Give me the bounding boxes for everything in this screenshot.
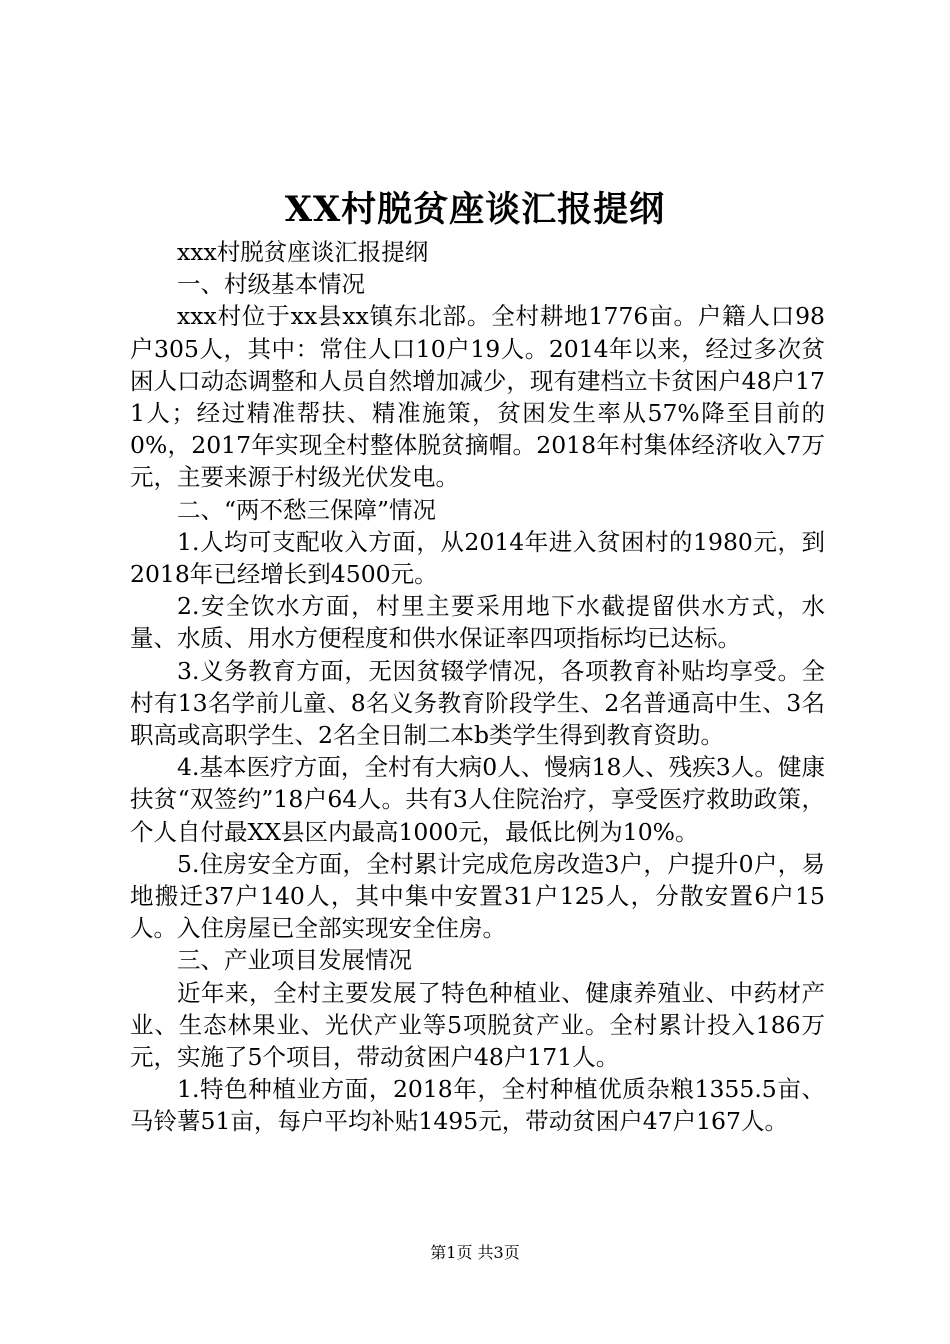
paragraph-water: 2.安全饮水方面，村里主要采用地下水截提留供水方式，水量、水质、用水方便程度和供水保证率四项指标均已达标。 <box>130 592 825 653</box>
paragraph-planting: 1.特色种植业方面，2018年，全村种植优质杂粮1355.5亩、马铃薯51亩，每户平均补贴1495元，带动贫困户47户167人。 <box>130 1075 825 1136</box>
section-heading-industry: 三、产业项目发展情况 <box>177 946 412 975</box>
section-heading-basic-info: 一、村级基本情况 <box>177 270 365 299</box>
paragraph-housing: 5.住房安全方面，全村累计完成危房改造3户，户提升0户，易地搬迁37户140人，其中集中安置31户125人，分散安置6户15人。入住房屋已全部实现安全住房。 <box>130 849 825 943</box>
page-number: 第1页 共3页 <box>430 1243 520 1262</box>
document-body <box>130 236 825 1138</box>
section-heading-guarantees: 二、“两不愁三保障”情况 <box>177 495 437 524</box>
paragraph-basic-info: xxx村位于xx县xx镇东北部。全村耕地1776亩。户籍人口98户305人，其中：常住人口10户19人。2014年以来，经过多次贫困人口动态调整和人员自然增加减少，现有建档立卡贫困户48户171人；经过精准帮扶、精准施策，贫困发生率从57%降至目前的0%，2017年实现全村整体脱贫摘帽。2018年村集体经济收入7万元，主要来源于村级光伏发电。 <box>130 302 825 492</box>
paragraph-income: 1.人均可支配收入方面，从2014年进入贫困村的1980元，到2018年已经增长到4500元。 <box>130 527 825 589</box>
paragraph-industry-overview: 近年来，全村主要发展了特色种植业、健康养殖业、中药材产业、生态林果业、光伏产业等5项脱贫产业。全村累计投入186万元，实施了5个项目，带动贫困户48户171人。 <box>130 978 825 1072</box>
document-title: XX村脱贫座谈汇报提纲 <box>284 189 666 230</box>
paragraph-medical: 4.基本医疗方面，全村有大病0人、慢病18人、残疾3人。健康扶贫“双签约”18户64人。共有3人住院治疗，享受医疗救助政策，个人自付最XX县区内最高1000元，最低比例为10%。 <box>130 753 825 846</box>
paragraph-subtitle: xxx村脱贫座谈汇报提纲 <box>177 238 429 266</box>
paragraph-education: 3.义务教育方面，无因贫辍学情况，各项教育补贴均享受。全村有13名学前儿童、8名义务教育阶段学生、2名普通高中生、3名职高或高职学生、2名全日制二本b类学生得到教育资助。 <box>130 656 825 750</box>
